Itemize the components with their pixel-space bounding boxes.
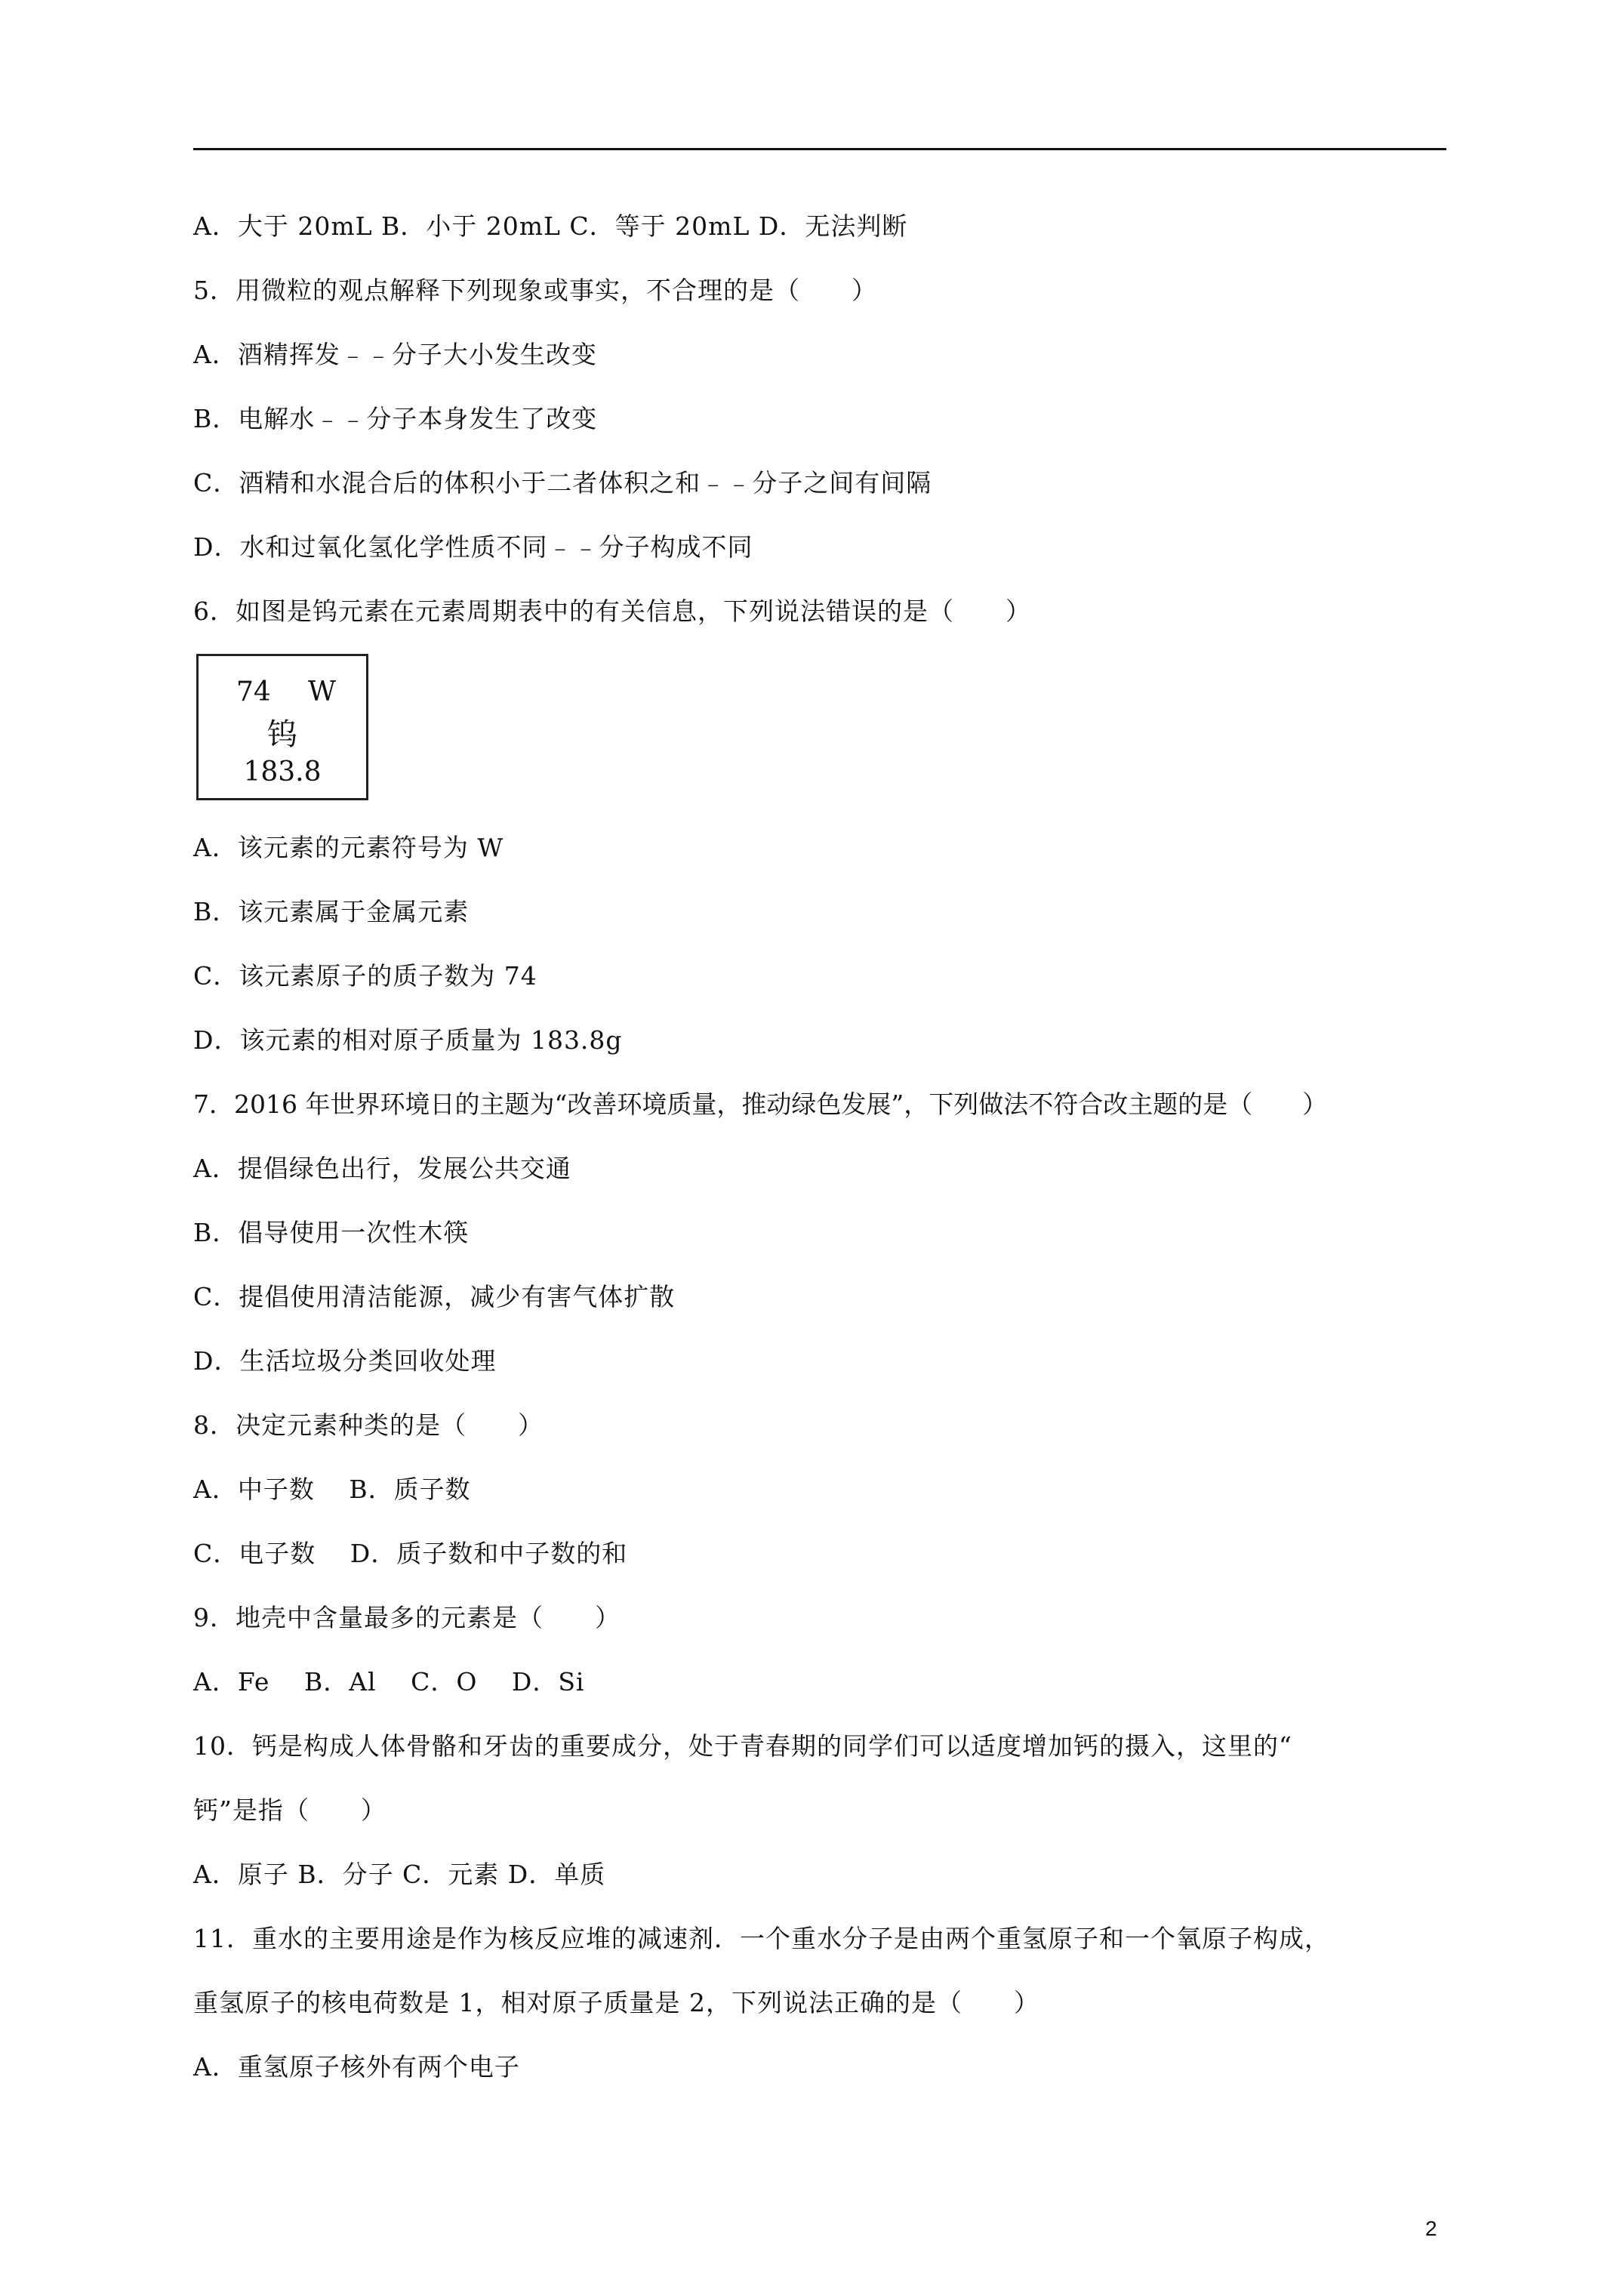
q6-stem: 6．如图是钨元素在元素周期表中的有关信息，下列说法错误的是（ ） <box>193 596 1031 626</box>
q8-options-ab: A．中子数 B．质子数 <box>193 1475 471 1504</box>
q11-stem-line1: 11．重水的主要用途是作为核反应堆的减速剂．一个重水分子是由两个重氢原子和一个氧原子构成， <box>193 1924 1330 1953</box>
q7-option-c: C．提倡使用清洁能源，减少有害气体扩散 <box>193 1282 676 1311</box>
element-symbol: W <box>308 676 337 707</box>
element-atomic-mass: 183.8 <box>243 757 322 787</box>
q7-option-b: B．倡导使用一次性木筷 <box>193 1218 470 1247</box>
q6-option-b: B．该元素属于金属元素 <box>193 897 470 926</box>
q5-option-b: B．电解水﹣﹣分子本身发生了改变 <box>193 404 598 433</box>
q6-option-c: C．该元素原子的质子数为 74 <box>193 961 537 991</box>
element-card-tungsten <box>196 654 368 800</box>
q7-option-a: A．提倡绿色出行，发展公共交通 <box>193 1154 571 1183</box>
q5-option-a: A．酒精挥发﹣﹣分子大小发生改变 <box>193 340 597 369</box>
q5-option-c: C．酒精和水混合后的体积小于二者体积之和﹣﹣分子之间有间隔 <box>193 468 932 498</box>
q7-stem: 7．2016 年世界环境日的主题为“改善环境质量，推动绿色发展”，下列做法不符合改主题的是（ ） <box>193 1089 1328 1119</box>
element-name: 钨 <box>267 717 297 752</box>
q10-stem-line2: 钙”是指（ ） <box>193 1795 387 1825</box>
q8-stem: 8．决定元素种类的是（ ） <box>193 1410 544 1440</box>
element-atomic-number: 74 <box>236 676 271 707</box>
q4-options: A．大于 20mL B．小于 20mL C．等于 20mL D．无法判断 <box>193 211 908 241</box>
q6-option-d: D．该元素的相对原子质量为 183.8g <box>193 1025 623 1055</box>
q11-option-a: A．重氢原子核外有两个电子 <box>193 2052 520 2082</box>
q6-option-a: A．该元素的元素符号为 W <box>193 833 504 862</box>
q9-stem: 9．地壳中含量最多的元素是（ ） <box>193 1603 621 1632</box>
q5-option-d: D．水和过氧化氢化学性质不同﹣﹣分子构成不同 <box>193 532 753 562</box>
q11-stem-line2: 重氢原子的核电荷数是 1，相对原子质量是 2，下列说法正确的是（ ） <box>193 1988 1039 2017</box>
header-rule <box>193 148 1446 150</box>
q9-options: A．Fe B．Al C．O D．Si <box>193 1667 585 1697</box>
q8-options-cd: C．电子数 D．质子数和中子数的和 <box>193 1539 628 1568</box>
q5-stem: 5．用微粒的观点解释下列现象或事实，不合理的是（ ） <box>193 276 877 305</box>
q7-option-d: D．生活垃圾分类回收处理 <box>193 1346 497 1376</box>
q10-stem-line1: 10．钙是构成人体骨骼和牙齿的重要成分，处于青春期的同学们可以适度增加钙的摄入，这里的“ <box>193 1731 1292 1761</box>
q10-options: A．原子 B．分子 C．元素 D．单质 <box>193 1860 606 1889</box>
page-number: 2 <box>1425 2217 1437 2240</box>
